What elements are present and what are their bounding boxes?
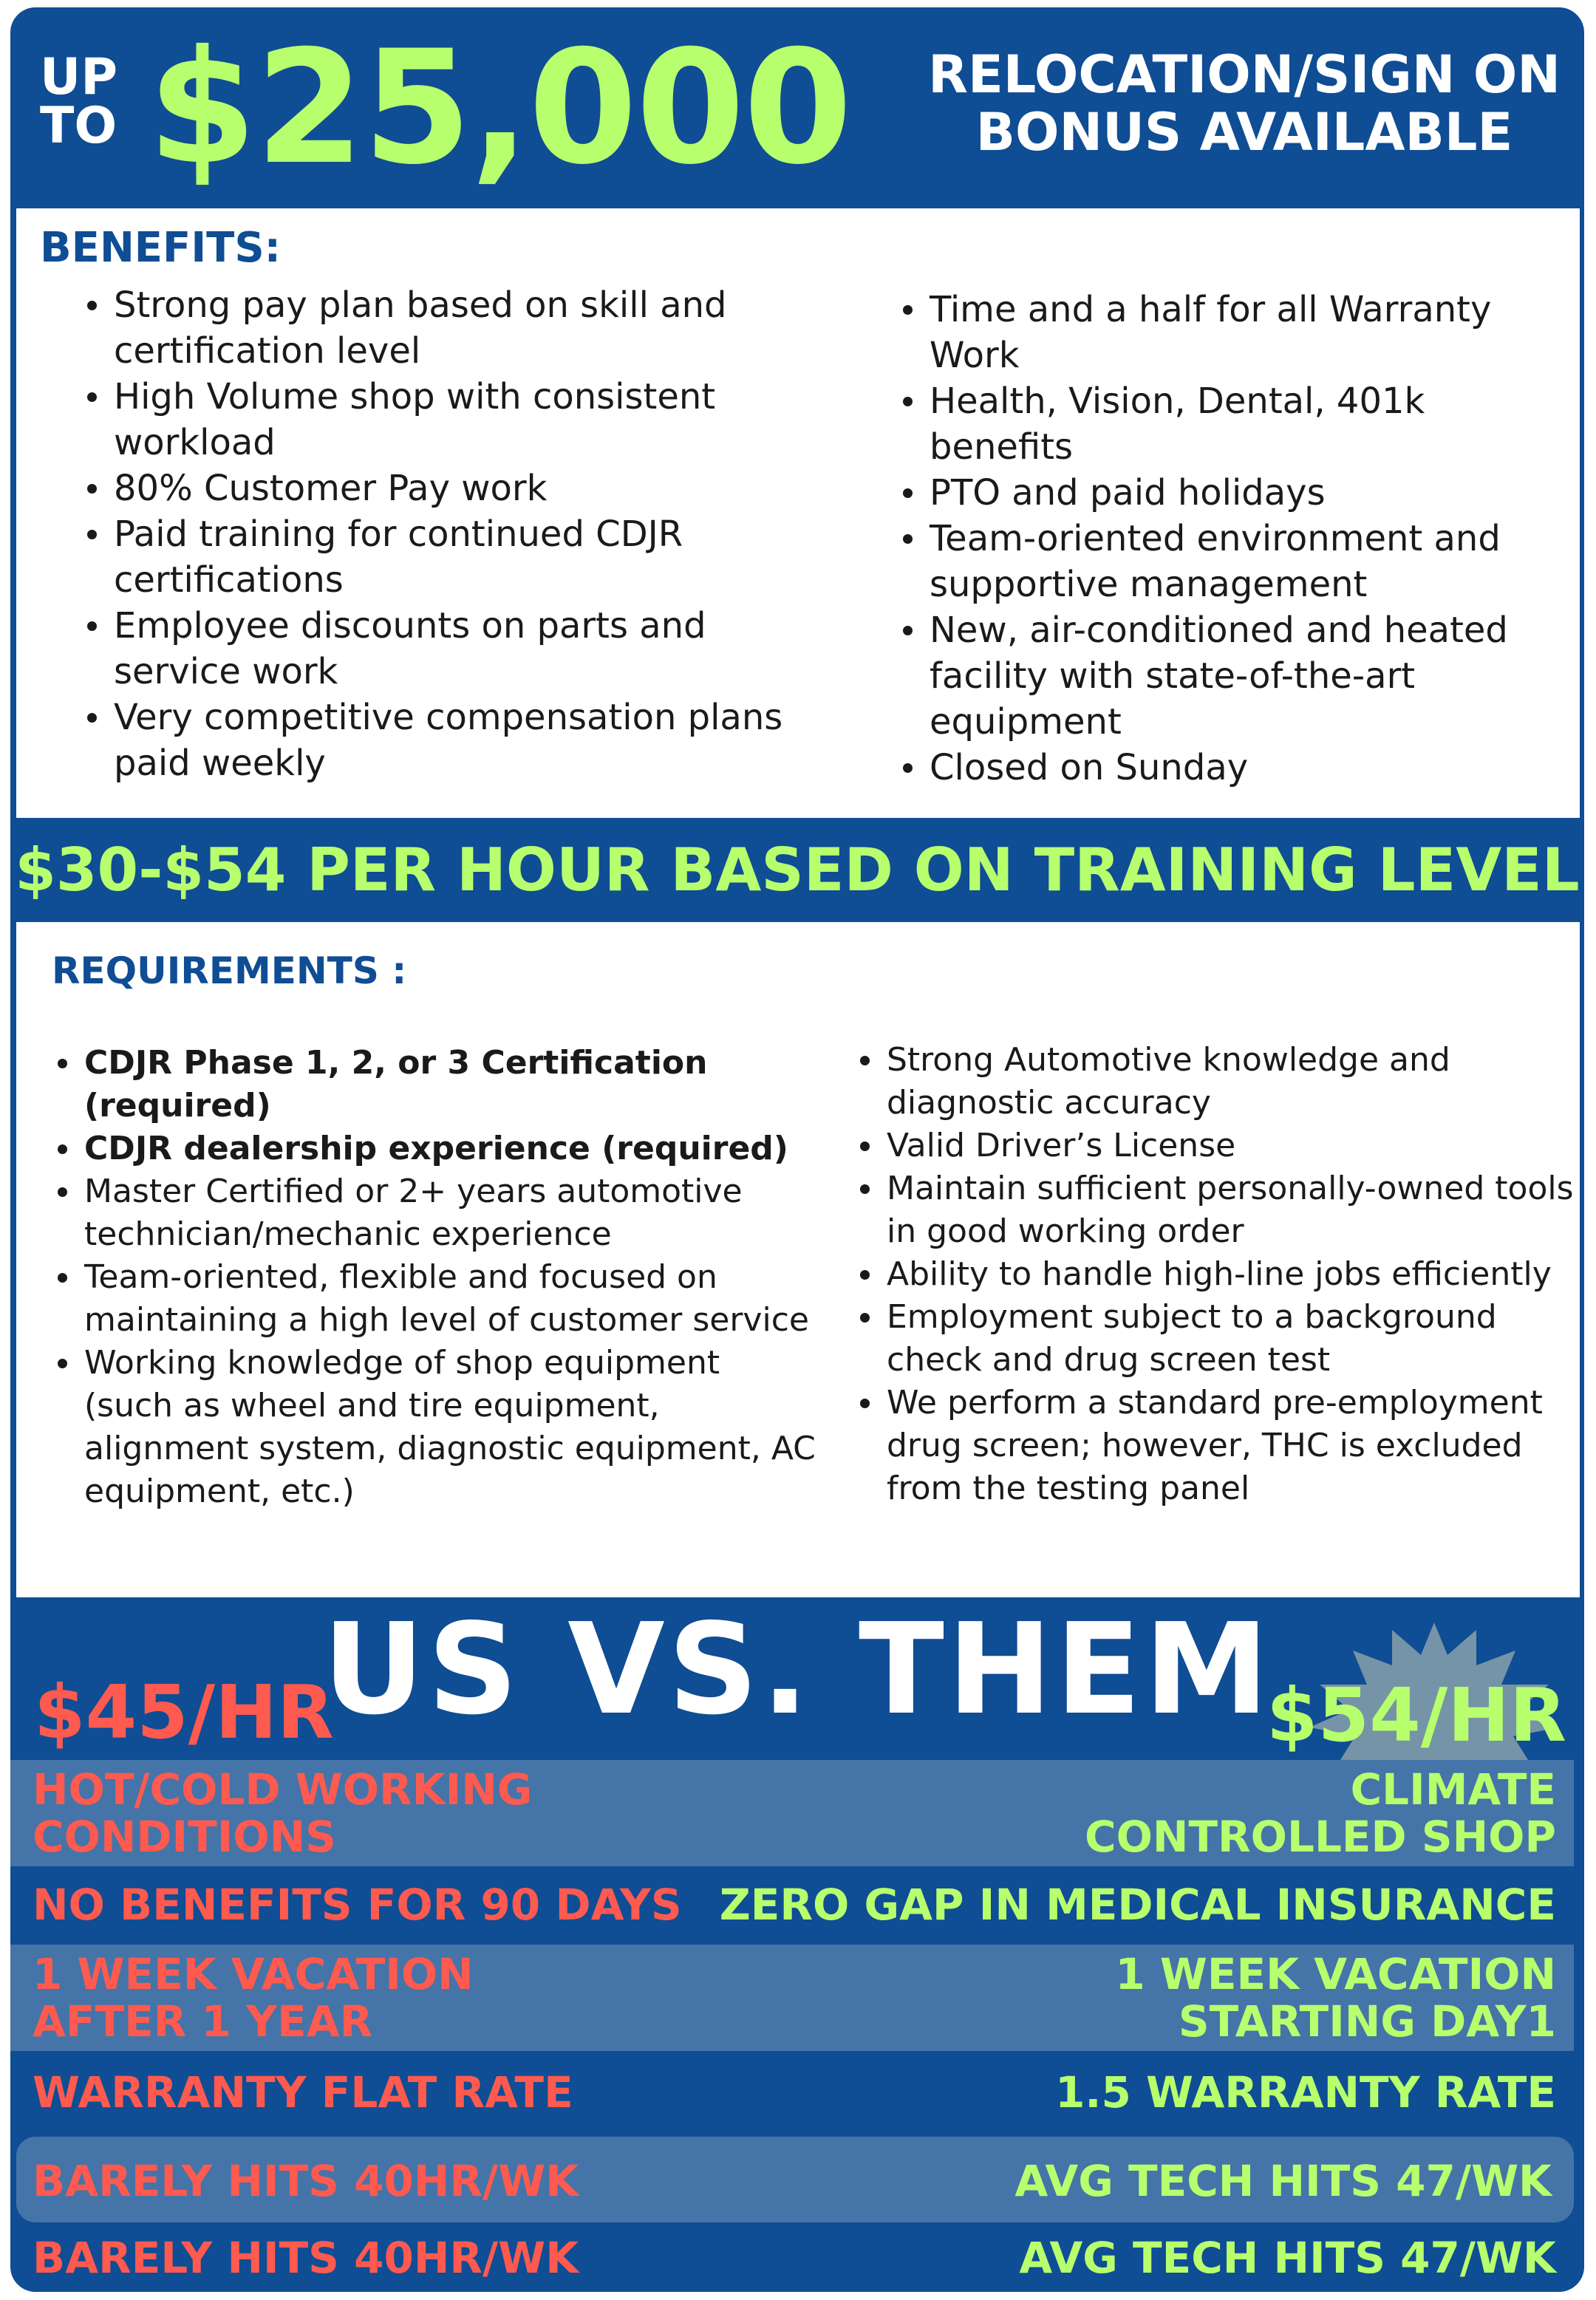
comparison-left-line1: 1 WEEK VACATION bbox=[33, 1949, 474, 1999]
comparison-left: BARELY HITS 40HR/WK bbox=[33, 2233, 579, 2283]
them-hourly-rate: $54/HR bbox=[1266, 1672, 1566, 1758]
bonus-headline bbox=[897, 46, 1584, 161]
comparison-row bbox=[10, 2222, 1574, 2292]
comparison-right: AVG TECH HITS 47/WK bbox=[1019, 2233, 1556, 2283]
requirements-title: REQUIREMENTS : bbox=[52, 949, 407, 992]
pay-range-banner: $30-$54 PER HOUR BASED ON TRAINING LEVEL bbox=[15, 836, 1580, 904]
requirement-item: CDJR Phase 1, 2, or 3 Certification (required) bbox=[50, 1042, 819, 1127]
up-to-line2: TO bbox=[40, 97, 117, 155]
benefit-item: High Volume shop with consistent workload bbox=[80, 374, 826, 465]
comparison-left: NO BENEFITS FOR 90 DAYS bbox=[33, 1880, 682, 1930]
comparison-right: 1.5 WARRANTY RATE bbox=[1055, 2067, 1556, 2118]
up-to-line1: UP bbox=[40, 48, 118, 106]
comparison-row bbox=[10, 1760, 1574, 1866]
requirement-item: Master Certified or 2+ years automotive technician/mechanic experience bbox=[50, 1170, 819, 1256]
comparison-right-line2: STARTING DAY1 bbox=[1178, 1996, 1556, 2047]
bonus-headline-line1: RELOCATION/SIGN ON bbox=[928, 44, 1561, 105]
benefit-item: Employee discounts on parts and service work bbox=[80, 603, 826, 695]
bonus-amount: $25,000 bbox=[148, 16, 851, 199]
benefits-panel bbox=[16, 208, 1580, 818]
benefit-item: Very competitive compensation plans paid weekly bbox=[80, 695, 826, 786]
requirement-item: Valid Driver’s License bbox=[853, 1125, 1577, 1167]
comparison-right: AVG TECH HITS 47/WK bbox=[1014, 2156, 1552, 2206]
requirement-item: Employment subject to a background check and drug screen test bbox=[853, 1296, 1577, 1382]
benefit-item: New, air-conditioned and heated facility with state-of-the-art equipment bbox=[896, 607, 1568, 745]
benefit-item: Team-oriented environment and supportive management bbox=[896, 516, 1568, 607]
requirement-item: Strong Automotive knowledge and diagnostic accuracy bbox=[853, 1039, 1577, 1125]
comparison-left-line2: CONDITIONS bbox=[33, 1812, 336, 1862]
comparison-right: ZERO GAP IN MEDICAL INSURANCE bbox=[719, 1880, 1556, 1930]
comparison-row bbox=[10, 2051, 1574, 2134]
requirements-panel bbox=[16, 922, 1580, 1597]
comparison-row bbox=[10, 1945, 1574, 2051]
benefits-list-right bbox=[896, 287, 1568, 791]
comparison-left bbox=[33, 1766, 532, 1860]
requirement-item: CDJR dealership experience (required) bbox=[50, 1127, 819, 1170]
comparison-row bbox=[16, 2137, 1574, 2222]
benefit-item: Health, Vision, Dental, 401k benefits bbox=[896, 378, 1568, 470]
benefit-item: 80% Customer Pay work bbox=[80, 465, 826, 511]
comparison-right-line1: CLIMATE bbox=[1350, 1764, 1556, 1815]
requirement-item: We perform a standard pre-employment drug screen; however, THC is excluded from the testing panel bbox=[853, 1382, 1577, 1510]
bonus-headline-line2: BONUS AVAILABLE bbox=[975, 102, 1513, 163]
comparison-right bbox=[1085, 1766, 1556, 1860]
comparison-left-line1: HOT/COLD WORKING bbox=[33, 1764, 533, 1815]
benefit-item: Closed on Sunday bbox=[896, 745, 1568, 791]
comparison-left bbox=[33, 1951, 474, 2045]
comparison-row bbox=[10, 1866, 1574, 1945]
requirements-list-left bbox=[50, 1042, 819, 1513]
us-vs-them-title: US VS. THEM bbox=[322, 1597, 1272, 1743]
benefit-item: Time and a half for all Warranty Work bbox=[896, 287, 1568, 378]
comparison-right-line2: CONTROLLED SHOP bbox=[1085, 1812, 1556, 1862]
benefit-item: Paid training for continued CDJR certifications bbox=[80, 511, 826, 603]
comparison-right bbox=[1115, 1951, 1556, 2045]
comparison-left: BARELY HITS 40HR/WK bbox=[33, 2156, 579, 2206]
requirements-list-right bbox=[853, 1039, 1577, 1510]
benefits-title: BENEFITS: bbox=[40, 224, 282, 272]
requirement-item: Ability to handle high-line jobs efficiently bbox=[853, 1253, 1577, 1296]
us-hourly-rate: $45/HR bbox=[34, 1669, 334, 1755]
comparison-right-line1: 1 WEEK VACATION bbox=[1115, 1949, 1556, 1999]
requirement-item: Maintain sufficient personally-owned tools in good working order bbox=[853, 1167, 1577, 1253]
benefits-list-left bbox=[80, 282, 826, 786]
benefit-item: Strong pay plan based on skill and certification level bbox=[80, 282, 826, 374]
requirement-item: Working knowledge of shop equipment (such as wheel and tire equipment, alignment system, diagnostic equipment, AC equipment, etc.) bbox=[50, 1342, 819, 1513]
requirement-item: Team-oriented, flexible and focused on maintaining a high level of customer service bbox=[50, 1256, 819, 1342]
benefit-item: PTO and paid holidays bbox=[896, 470, 1568, 516]
up-to-label bbox=[40, 48, 118, 155]
comparison-left: WARRANTY FLAT RATE bbox=[33, 2067, 573, 2118]
comparison-left-line2: AFTER 1 YEAR bbox=[33, 1996, 373, 2047]
job-poster bbox=[10, 7, 1584, 2292]
